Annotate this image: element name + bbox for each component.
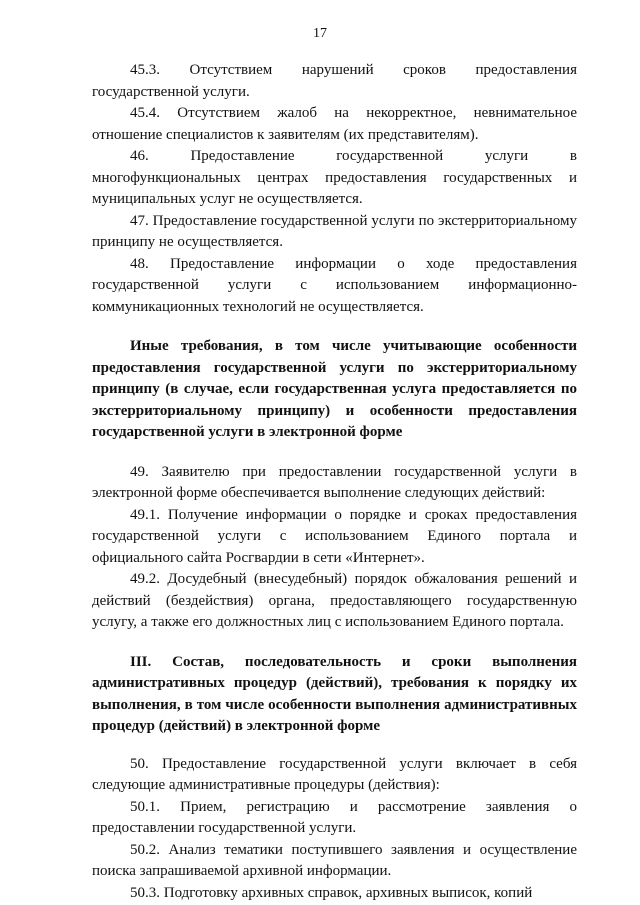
paragraph-50-3: 50.3. Подготовку архивных справок, архивных выписок, копий	[130, 884, 533, 901]
paragraph-46: 46. Предоставление государственной услуги в многофункциональных центрах предоставления государственных и муниципальных услуг не осуществляется.	[92, 148, 577, 207]
page-number: 17	[313, 26, 327, 41]
spacer	[92, 634, 577, 652]
section-heading-other-requirements: Иные требования, в том числе учитывающие особенности предоставления государственной услуги по экстерриториальному принципу (в случае, если государственная услуга предоставляется по экстерриториальному принципу) и особенности предоставления государственной услуги в электронной форме	[92, 338, 577, 440]
paragraph-45-4: 45.4. Отсутствием жалоб на некорректное, невнимательное отношение специалистов к заявителям (их представителям).	[92, 105, 577, 143]
spacer	[92, 738, 577, 754]
paragraph-50: 50. Предоставление государственной услуги включает в себя следующие административные процедуры (действия):	[92, 755, 577, 793]
paragraph-49: 49. Заявителю при предоставлении государственной услуги в электронной форме обеспечивается выполнение следующих действий:	[92, 463, 577, 501]
paragraph-47: 47. Предоставление государственной услуги по экстерриториальному принципу не осуществляется.	[92, 212, 577, 250]
paragraph-48: 48. Предоставление информации о ходе предоставления государственной услуги с использованием информационно-коммуникационных технологий не осуществляется.	[92, 255, 577, 315]
paragraph-49-2: 49.2. Досудебный (внесудебный) порядок обжалования решений и действий (бездействия) органа, предоставляющего государственную услугу, а также его должностных лиц с использованием Единого портала.	[92, 571, 577, 630]
spacer	[92, 318, 577, 336]
paragraph-50-1: 50.1. Прием, регистрацию и рассмотрение заявления о предоставлении государственной услуги.	[92, 798, 577, 836]
paragraph-50-2: 50.2. Анализ тематики поступившего заявления и осуществление поиска запрашиваемой архивной информации.	[92, 841, 577, 879]
document-body	[92, 60, 577, 904]
paragraph-45-3: 45.3. Отсутствием нарушений сроков предоставления государственной услуги.	[92, 62, 577, 100]
spacer	[92, 444, 577, 462]
paragraph-49-1: 49.1. Получение информации о порядке и сроках предоставления государственной услуги с использованием Единого портала и официального сайта Росгвардии в сети «Интернет».	[92, 506, 577, 566]
section-heading-iii: III. Состав, последовательность и сроки выполнения административных процедур (действий), требования к порядку их выполнения, в том числе особенности выполнения административных процедур (действий) в электронной форме	[92, 653, 577, 734]
